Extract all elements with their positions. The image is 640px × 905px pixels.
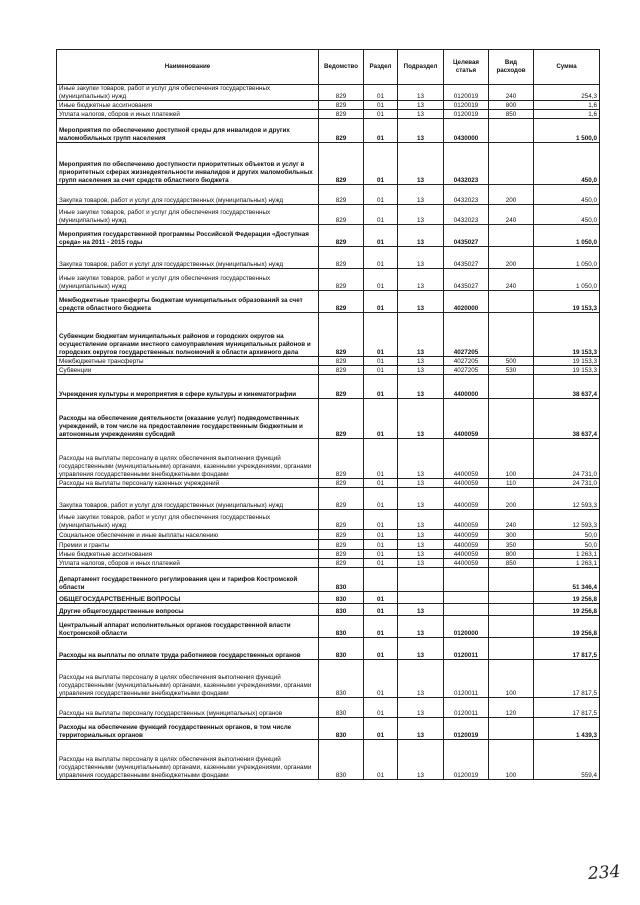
cell-vedomstvo: 829 <box>319 119 364 143</box>
table-row <box>57 540 600 550</box>
budget-table <box>56 49 600 780</box>
cell-name: Расходы на выплаты персоналу в целях обеспечения выполнения функций государственными (муниципальными) органами, казенными учреждениями, органами управления государственными внебюджетными фондами <box>57 439 319 479</box>
cell-vedomstvo: 829 <box>319 247 364 269</box>
cell-podrazdel: 13 <box>398 110 444 119</box>
cell-name: Субвенции <box>57 366 319 375</box>
cell-target-article <box>444 604 489 616</box>
cell-sum: 38 637,4 <box>534 375 600 399</box>
cell-expense-type <box>489 399 534 439</box>
table-row <box>57 85 600 101</box>
table-row <box>57 313 600 357</box>
cell-razdel: 01 <box>364 718 398 740</box>
cell-name: Расходы на выплаты персоналу государственных (муниципальных) органов <box>57 698 319 718</box>
cell-sum: 51 346,4 <box>534 568 600 592</box>
cell-vedomstvo: 829 <box>319 185 364 205</box>
cell-razdel: 01 <box>364 530 398 540</box>
cell-sum: 1 050,0 <box>534 269 600 291</box>
cell-name: Мероприятия по обеспечению доступной среды для инвалидов и других маломобильных групп населения <box>57 119 319 143</box>
cell-name: Субвенции бюджетам муниципальных районов и городских округов на осуществление органами местного самоуправления муниципальных районов и городских округов государственных полномочий в области архивного дела <box>57 313 319 357</box>
cell-target-article: 4400059 <box>444 479 489 488</box>
cell-name: Межбюджетные трансферты бюджетам муниципальных образований за счет средств областного бюджета <box>57 291 319 313</box>
cell-vedomstvo: 829 <box>319 439 364 479</box>
cell-name: Уплата налогов, сборов и иных платежей <box>57 110 319 119</box>
cell-razdel: 01 <box>364 660 398 698</box>
cell-name: Мероприятия государственной программы Российской Федерации «Доступная среда» на 2011 - 2015 годы <box>57 225 319 247</box>
cell-sum: 1 050,0 <box>534 247 600 269</box>
cell-name: Социальное обеспечение и иные выплаты населению <box>57 530 319 540</box>
cell-podrazdel: 13 <box>398 698 444 718</box>
cell-sum: 450,0 <box>534 185 600 205</box>
cell-razdel: 01 <box>364 110 398 119</box>
table-row <box>57 291 600 313</box>
cell-vedomstvo: 829 <box>319 313 364 357</box>
table-row <box>57 119 600 143</box>
cell-podrazdel: 13 <box>398 740 444 780</box>
cell-name: Закупка товаров, работ и услуг для государственных (муниципальных) нужд <box>57 185 319 205</box>
cell-name: Мероприятия по обеспечению доступности приоритетных объектов и услуг в приоритетных сферах жизнедеятельности инвалидов и других маломобильных групп населения за счет средств областного бюджета <box>57 143 319 185</box>
cell-razdel: 01 <box>364 479 398 488</box>
cell-razdel: 01 <box>364 205 398 225</box>
table-row <box>57 698 600 718</box>
cell-target-article: 0120000 <box>444 616 489 638</box>
cell-expense-type <box>489 616 534 638</box>
cell-podrazdel: 13 <box>398 439 444 479</box>
cell-target-article: 4400059 <box>444 530 489 540</box>
cell-sum: 1 050,0 <box>534 225 600 247</box>
cell-vedomstvo: 829 <box>319 85 364 101</box>
cell-podrazdel: 13 <box>398 660 444 698</box>
header-sum: Сумма <box>534 50 600 85</box>
cell-vedomstvo: 830 <box>319 740 364 780</box>
cell-target-article: 4400059 <box>444 559 489 568</box>
cell-podrazdel: 13 <box>398 510 444 530</box>
cell-vedomstvo: 829 <box>319 366 364 375</box>
cell-sum: 50,0 <box>534 530 600 540</box>
cell-podrazdel: 13 <box>398 540 444 550</box>
cell-expense-type: 850 <box>489 110 534 119</box>
cell-target-article: 0430000 <box>444 119 489 143</box>
cell-sum: 17 817,5 <box>534 660 600 698</box>
table-header-row <box>57 50 600 85</box>
cell-expense-type: 240 <box>489 205 534 225</box>
cell-expense-type: 200 <box>489 247 534 269</box>
cell-podrazdel: 13 <box>398 559 444 568</box>
cell-name: Расходы на обеспечение деятельности (оказание услуг) подведомственных учреждений, в том числе на предоставление государственным бюджетным и автономным учреждениям субсидий <box>57 399 319 439</box>
table-row <box>57 185 600 205</box>
cell-razdel: 01 <box>364 550 398 559</box>
cell-target-article: 0435027 <box>444 269 489 291</box>
cell-vedomstvo: 830 <box>319 638 364 660</box>
cell-podrazdel: 13 <box>398 530 444 540</box>
table-row <box>57 604 600 616</box>
table-row <box>57 110 600 119</box>
table-row <box>57 616 600 638</box>
cell-expense-type: 200 <box>489 185 534 205</box>
cell-vedomstvo: 829 <box>319 205 364 225</box>
cell-expense-type: 240 <box>489 269 534 291</box>
cell-razdel: 01 <box>364 269 398 291</box>
cell-sum: 19 256,8 <box>534 616 600 638</box>
cell-target-article: 4400059 <box>444 488 489 510</box>
cell-expense-type <box>489 225 534 247</box>
cell-target-article: 4400059 <box>444 510 489 530</box>
header-razdel: Раздел <box>364 50 398 85</box>
cell-vedomstvo: 829 <box>319 357 364 366</box>
cell-sum: 50,0 <box>534 540 600 550</box>
cell-razdel: 01 <box>364 698 398 718</box>
cell-razdel <box>364 568 398 592</box>
cell-name: ОБЩЕГОСУДАРСТВЕННЫЕ ВОПРОСЫ <box>57 592 319 604</box>
cell-podrazdel: 13 <box>398 247 444 269</box>
cell-name: Департамент государственного регулирования цен и тарифов Костромской области <box>57 568 319 592</box>
cell-name: Иные закупки товаров, работ и услуг для обеспечения государственных (муниципальных) нужд <box>57 205 319 225</box>
cell-vedomstvo: 830 <box>319 592 364 604</box>
cell-target-article: 0435027 <box>444 247 489 269</box>
cell-sum: 1 500,0 <box>534 119 600 143</box>
cell-vedomstvo: 830 <box>319 568 364 592</box>
cell-expense-type <box>489 718 534 740</box>
cell-expense-type <box>489 638 534 660</box>
cell-podrazdel: 13 <box>398 399 444 439</box>
cell-name: Межбюджетные трансферты <box>57 357 319 366</box>
cell-razdel: 01 <box>364 366 398 375</box>
cell-razdel: 01 <box>364 638 398 660</box>
cell-expense-type: 120 <box>489 698 534 718</box>
cell-podrazdel: 13 <box>398 638 444 660</box>
cell-target-article: 4027205 <box>444 313 489 357</box>
cell-razdel: 01 <box>364 439 398 479</box>
cell-expense-type: 350 <box>489 540 534 550</box>
cell-name: Иные бюджетные ассигнования <box>57 550 319 559</box>
cell-target-article: 4400059 <box>444 540 489 550</box>
cell-razdel: 01 <box>364 510 398 530</box>
cell-razdel: 01 <box>364 559 398 568</box>
table-row <box>57 550 600 559</box>
cell-podrazdel: 13 <box>398 479 444 488</box>
cell-vedomstvo: 830 <box>319 718 364 740</box>
cell-name: Другие общегосударственные вопросы <box>57 604 319 616</box>
cell-expense-type: 300 <box>489 530 534 540</box>
cell-sum: 1 263,1 <box>534 559 600 568</box>
cell-expense-type: 100 <box>489 439 534 479</box>
header-vedomstvo: Ведомство <box>319 50 364 85</box>
cell-razdel: 01 <box>364 357 398 366</box>
cell-razdel: 01 <box>364 291 398 313</box>
cell-expense-type: 200 <box>489 488 534 510</box>
cell-podrazdel: 13 <box>398 119 444 143</box>
table-row <box>57 205 600 225</box>
cell-vedomstvo: 830 <box>319 616 364 638</box>
cell-podrazdel: 13 <box>398 616 444 638</box>
table-row <box>57 269 600 291</box>
cell-podrazdel: 13 <box>398 366 444 375</box>
cell-razdel: 01 <box>364 85 398 101</box>
cell-target-article: 0432023 <box>444 185 489 205</box>
cell-target-article: 0120011 <box>444 698 489 718</box>
cell-podrazdel: 13 <box>398 291 444 313</box>
cell-expense-type <box>489 119 534 143</box>
cell-expense-type: 500 <box>489 357 534 366</box>
header-expense-type: Вид расходов <box>489 50 534 85</box>
cell-target-article <box>444 568 489 592</box>
cell-name: Расходы на обеспечение функций государственных органов, в том числе территориальных органов <box>57 718 319 740</box>
cell-sum: 450,0 <box>534 143 600 185</box>
cell-name: Расходы на выплаты персоналу в целях обеспечения выполнения функций государственными (муниципальными) органами, казенными учреждениями, органами управления государственными внебюджетными фондами <box>57 660 319 698</box>
cell-razdel: 01 <box>364 592 398 604</box>
table-row <box>57 225 600 247</box>
cell-target-article: 0432023 <box>444 143 489 185</box>
cell-sum: 17 817,5 <box>534 698 600 718</box>
cell-sum: 19 153,3 <box>534 313 600 357</box>
cell-target-article: 0120011 <box>444 638 489 660</box>
cell-razdel: 01 <box>364 143 398 185</box>
cell-podrazdel <box>398 568 444 592</box>
cell-vedomstvo: 829 <box>319 110 364 119</box>
table-row <box>57 568 600 592</box>
cell-razdel: 01 <box>364 101 398 110</box>
cell-name: Расходы на выплаты персоналу в целях обеспечения выполнения функций государственными (муниципальными) органами, казенными учреждениями, органами управления государственными внебюджетными фондами <box>57 740 319 780</box>
cell-target-article: 4020000 <box>444 291 489 313</box>
cell-target-article: 4400000 <box>444 375 489 399</box>
cell-sum: 19 153,3 <box>534 357 600 366</box>
cell-expense-type <box>489 143 534 185</box>
cell-sum: 450,0 <box>534 205 600 225</box>
cell-sum: 559,4 <box>534 740 600 780</box>
table-row <box>57 740 600 780</box>
cell-podrazdel <box>398 592 444 604</box>
cell-expense-type <box>489 313 534 357</box>
cell-sum: 1,6 <box>534 101 600 110</box>
cell-name: Закупка товаров, работ и услуг для государственных (муниципальных) нужд <box>57 247 319 269</box>
table-row <box>57 143 600 185</box>
cell-sum: 38 637,4 <box>534 399 600 439</box>
cell-vedomstvo: 829 <box>319 550 364 559</box>
cell-razdel: 01 <box>364 399 398 439</box>
cell-name: Расходы на выплаты персоналу казенных учреждений <box>57 479 319 488</box>
cell-podrazdel: 13 <box>398 357 444 366</box>
cell-name: Центральный аппарат исполнительных органов государственной власти Костромской области <box>57 616 319 638</box>
cell-podrazdel: 13 <box>398 550 444 559</box>
cell-expense-type: 800 <box>489 550 534 559</box>
cell-sum: 24 731,0 <box>534 439 600 479</box>
cell-podrazdel: 13 <box>398 718 444 740</box>
header-podrazdel: Подраздел <box>398 50 444 85</box>
table-row <box>57 366 600 375</box>
cell-target-article <box>444 592 489 604</box>
table-row <box>57 375 600 399</box>
cell-expense-type: 850 <box>489 559 534 568</box>
cell-target-article: 0120019 <box>444 101 489 110</box>
cell-razdel: 01 <box>364 225 398 247</box>
table-row <box>57 399 600 439</box>
cell-expense-type <box>489 592 534 604</box>
cell-target-article: 0120019 <box>444 740 489 780</box>
table-row <box>57 559 600 568</box>
table-row <box>57 638 600 660</box>
cell-sum: 19 256,8 <box>534 592 600 604</box>
cell-razdel: 01 <box>364 119 398 143</box>
cell-expense-type: 110 <box>489 479 534 488</box>
cell-vedomstvo: 830 <box>319 604 364 616</box>
cell-vedomstvo: 829 <box>319 479 364 488</box>
cell-podrazdel: 13 <box>398 225 444 247</box>
cell-vedomstvo: 829 <box>319 540 364 550</box>
cell-name: Иные закупки товаров, работ и услуг для обеспечения государственных (муниципальных) нужд <box>57 85 319 101</box>
cell-vedomstvo: 829 <box>319 559 364 568</box>
cell-target-article: 0120019 <box>444 110 489 119</box>
cell-sum: 1 263,1 <box>534 550 600 559</box>
cell-podrazdel: 13 <box>398 101 444 110</box>
cell-vedomstvo: 829 <box>319 143 364 185</box>
table-row <box>57 718 600 740</box>
page-number: 234 <box>587 861 622 885</box>
table-body <box>57 85 600 780</box>
cell-target-article: 4400059 <box>444 550 489 559</box>
cell-razdel: 01 <box>364 740 398 780</box>
cell-razdel: 01 <box>364 185 398 205</box>
cell-name: Иные закупки товаров, работ и услуг для обеспечения государственных (муниципальных) нужд <box>57 510 319 530</box>
cell-expense-type <box>489 604 534 616</box>
cell-target-article: 0120019 <box>444 718 489 740</box>
cell-sum: 254,3 <box>534 85 600 101</box>
header-name: Наименование <box>57 50 319 85</box>
cell-expense-type: 100 <box>489 660 534 698</box>
table-row <box>57 488 600 510</box>
cell-razdel: 01 <box>364 540 398 550</box>
cell-expense-type: 800 <box>489 101 534 110</box>
cell-podrazdel: 13 <box>398 143 444 185</box>
table-row <box>57 530 600 540</box>
cell-sum: 24 731,0 <box>534 479 600 488</box>
table-row <box>57 660 600 698</box>
cell-name: Премии и гранты <box>57 540 319 550</box>
cell-target-article: 0120011 <box>444 660 489 698</box>
cell-target-article: 0432023 <box>444 205 489 225</box>
cell-vedomstvo: 830 <box>319 698 364 718</box>
cell-razdel: 01 <box>364 604 398 616</box>
table-row <box>57 479 600 488</box>
cell-podrazdel: 13 <box>398 85 444 101</box>
cell-name: Иные закупки товаров, работ и услуг для обеспечения государственных (муниципальных) нужд <box>57 269 319 291</box>
header-target-article: Целевая статья <box>444 50 489 85</box>
cell-razdel: 01 <box>364 488 398 510</box>
cell-name: Расходы на выплаты по оплате труда работников государственных органов <box>57 638 319 660</box>
cell-target-article: 4400059 <box>444 439 489 479</box>
cell-target-article: 4027205 <box>444 366 489 375</box>
table-row <box>57 101 600 110</box>
cell-vedomstvo: 829 <box>319 488 364 510</box>
cell-expense-type <box>489 375 534 399</box>
cell-razdel: 01 <box>364 375 398 399</box>
cell-sum: 1,6 <box>534 110 600 119</box>
cell-expense-type <box>489 291 534 313</box>
cell-podrazdel: 13 <box>398 313 444 357</box>
cell-vedomstvo: 830 <box>319 660 364 698</box>
cell-podrazdel: 13 <box>398 205 444 225</box>
cell-target-article: 0120019 <box>444 85 489 101</box>
cell-podrazdel: 13 <box>398 604 444 616</box>
cell-sum: 1 439,3 <box>534 718 600 740</box>
cell-sum: 12 593,3 <box>534 488 600 510</box>
cell-target-article: 0435027 <box>444 225 489 247</box>
table-row <box>57 439 600 479</box>
cell-name: Иные бюджетные ассигнования <box>57 101 319 110</box>
cell-expense-type: 100 <box>489 740 534 780</box>
cell-target-article: 4400059 <box>444 399 489 439</box>
cell-podrazdel: 13 <box>398 269 444 291</box>
cell-razdel: 01 <box>364 616 398 638</box>
cell-podrazdel: 13 <box>398 488 444 510</box>
cell-sum: 19 153,3 <box>534 366 600 375</box>
cell-vedomstvo: 829 <box>319 510 364 530</box>
cell-vedomstvo: 829 <box>319 225 364 247</box>
table-row <box>57 592 600 604</box>
cell-expense-type: 240 <box>489 510 534 530</box>
cell-vedomstvo: 829 <box>319 291 364 313</box>
cell-name: Учреждения культуры и мероприятия в сфере культуры и кинематографии <box>57 375 319 399</box>
cell-vedomstvo: 829 <box>319 269 364 291</box>
cell-vedomstvo: 829 <box>319 101 364 110</box>
table-row <box>57 357 600 366</box>
cell-razdel: 01 <box>364 313 398 357</box>
table-row <box>57 510 600 530</box>
cell-expense-type: 530 <box>489 366 534 375</box>
cell-expense-type: 240 <box>489 85 534 101</box>
cell-vedomstvo: 829 <box>319 530 364 540</box>
cell-sum: 19 153,3 <box>534 291 600 313</box>
cell-target-article: 4027205 <box>444 357 489 366</box>
cell-sum: 17 817,5 <box>534 638 600 660</box>
cell-name: Уплата налогов, сборов и иных платежей <box>57 559 319 568</box>
cell-expense-type <box>489 568 534 592</box>
cell-podrazdel: 13 <box>398 185 444 205</box>
cell-sum: 19 256,8 <box>534 604 600 616</box>
table-row <box>57 247 600 269</box>
cell-podrazdel: 13 <box>398 375 444 399</box>
cell-razdel: 01 <box>364 247 398 269</box>
cell-name: Закупка товаров, работ и услуг для государственных (муниципальных) нужд <box>57 488 319 510</box>
cell-sum: 12 593,3 <box>534 510 600 530</box>
cell-vedomstvo: 829 <box>319 399 364 439</box>
cell-vedomstvo: 829 <box>319 375 364 399</box>
